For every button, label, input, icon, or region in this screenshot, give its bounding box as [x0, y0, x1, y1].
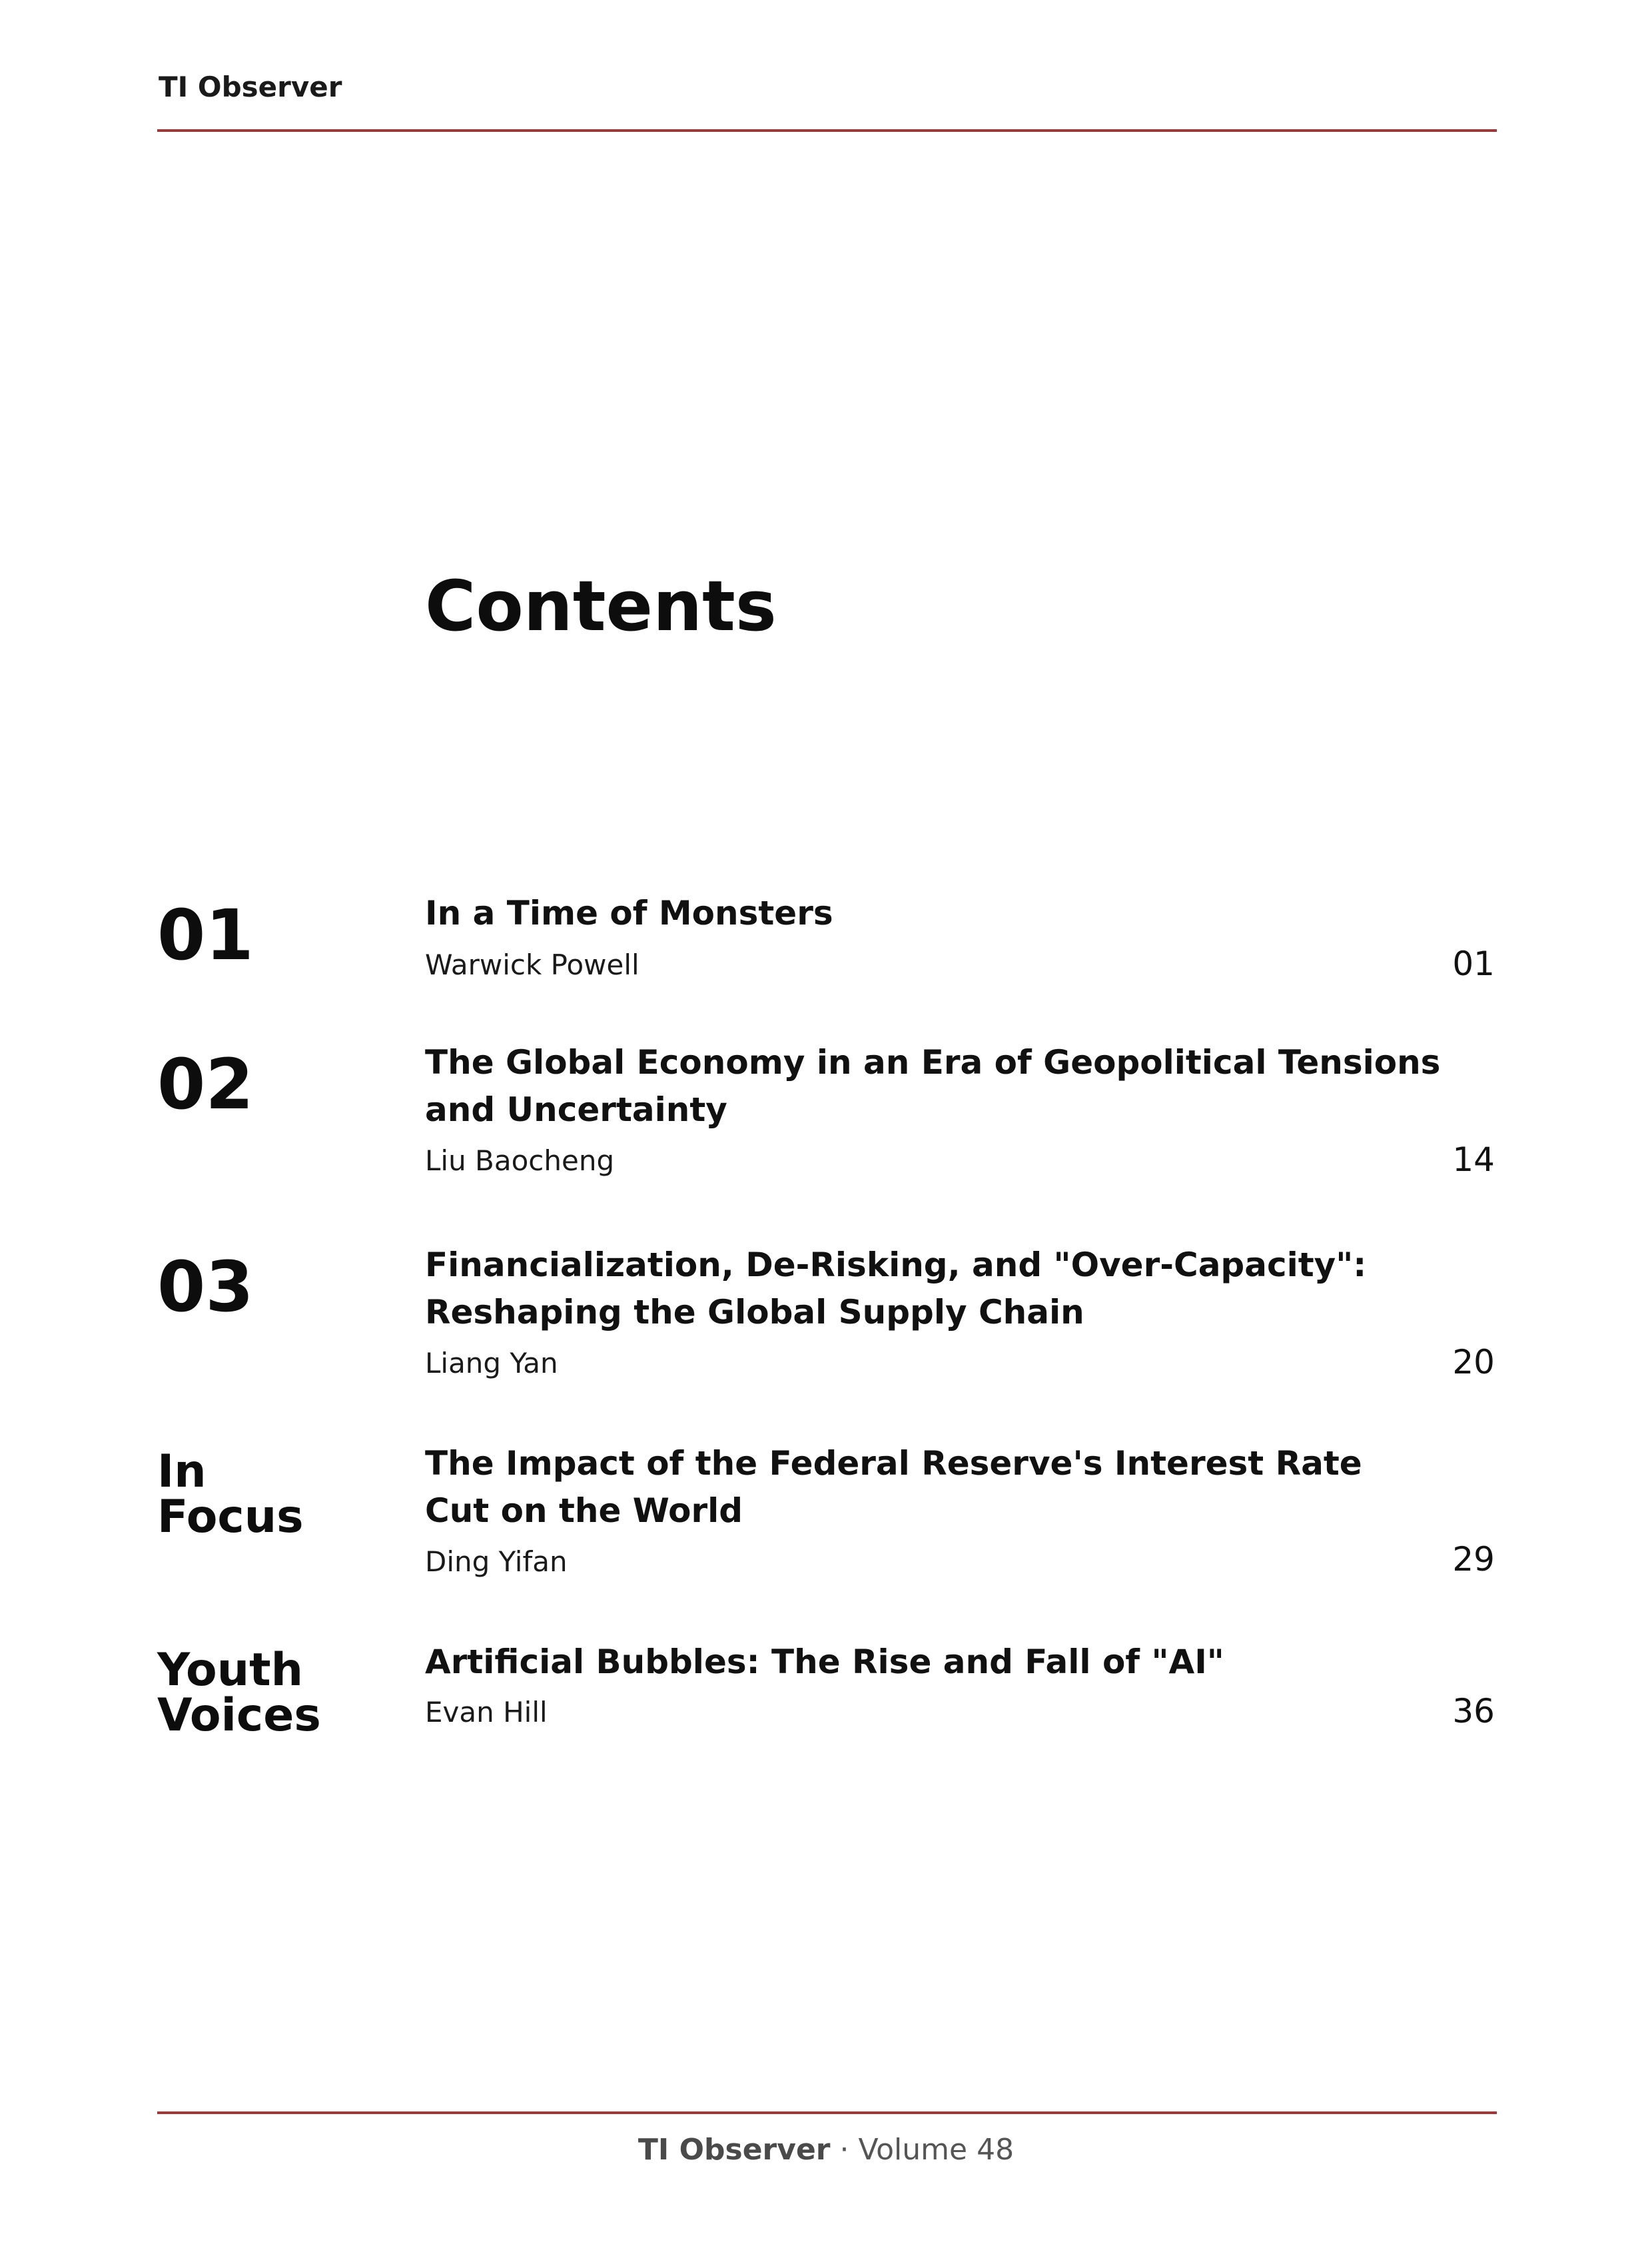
entry-page-number: 14 — [1452, 1140, 1495, 1179]
entry-title[interactable] — [425, 1639, 1358, 1686]
entry-section-label — [157, 1644, 321, 1742]
entry-title[interactable] — [425, 890, 1358, 937]
entry-title[interactable] — [425, 1242, 1367, 1336]
entry-page-number: 36 — [1452, 1692, 1495, 1730]
entry-section-label — [157, 1445, 304, 1543]
entry-title-line: Reshaping the Global Supply Chain — [425, 1293, 1084, 1331]
entry-author: Ding Yifan — [425, 1545, 568, 1578]
entry-title[interactable] — [425, 1039, 1441, 1134]
entry-page-number: 29 — [1452, 1540, 1495, 1579]
footer-divider — [157, 2111, 1497, 2114]
section-label-line: In — [157, 1445, 206, 1498]
entry-number — [157, 1246, 254, 1327]
page-title: Contents — [425, 565, 777, 647]
footer-brand: TI Observer — [637, 2133, 831, 2167]
section-label-line: Focus — [157, 1491, 304, 1543]
entry-title-line: Cut on the World — [425, 1491, 743, 1530]
entry-title-line: The Global Economy in an Era of Geopolitical Tensions — [425, 1043, 1441, 1082]
entry-page-number: 20 — [1452, 1343, 1495, 1381]
section-label-line: Youth — [157, 1644, 304, 1696]
header-divider — [157, 129, 1497, 132]
page-footer — [0, 2135, 1652, 2165]
entry-number — [157, 1044, 254, 1125]
footer-separator: · — [830, 2133, 859, 2167]
entry-title-line: Financialization, De-Risking, and "Over-Capacity": — [425, 1246, 1367, 1284]
section-label-line: Voices — [157, 1689, 321, 1742]
entry-author: Liang Yan — [425, 1347, 558, 1379]
entry-author: Evan Hill — [425, 1696, 548, 1728]
publication-header: TI Observer — [159, 71, 342, 103]
entry-title-line: and Uncertainty — [425, 1090, 727, 1129]
entry-title-line: The Impact of the Federal Reserve's Interest Rate — [425, 1444, 1362, 1483]
entry-title-line: Artificial Bubbles: The Rise and Fall of "AI" — [425, 1643, 1224, 1681]
entry-number-text: 01 — [157, 895, 254, 976]
entry-author: Warwick Powell — [425, 948, 639, 981]
entry-number — [157, 895, 254, 976]
entry-page-number: 01 — [1452, 944, 1495, 983]
footer-volume: Volume 48 — [858, 2133, 1015, 2167]
entry-title[interactable] — [425, 1440, 1362, 1535]
entry-number-text: 02 — [157, 1044, 254, 1125]
entry-number-text: 03 — [157, 1246, 254, 1327]
entry-author: Liu Baocheng — [425, 1144, 615, 1177]
entry-title-line: In a Time of Monsters — [425, 894, 833, 933]
